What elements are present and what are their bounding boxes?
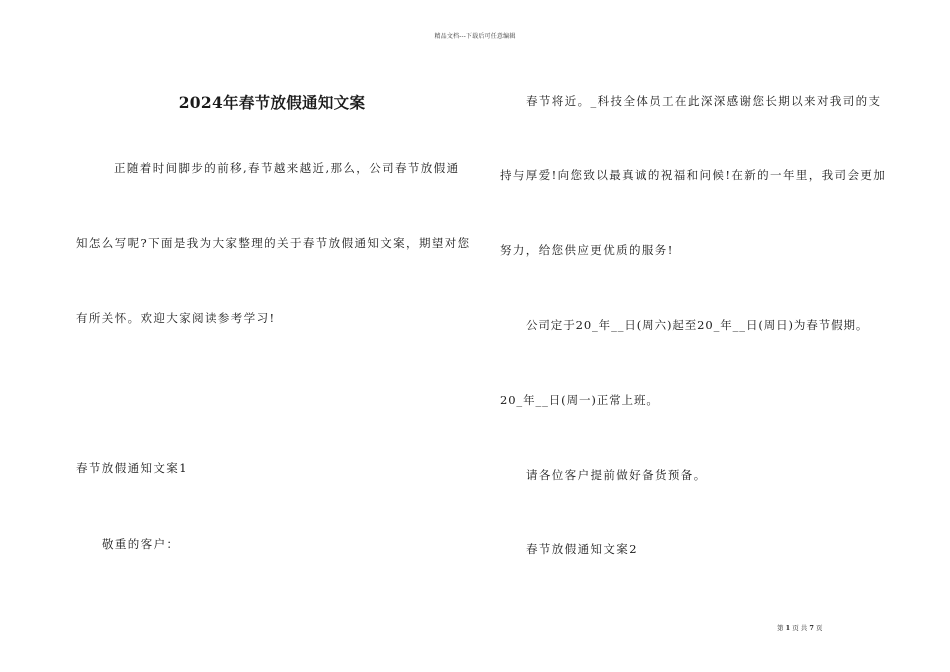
paragraph-line: 请各位客户提前做好备货预备。 [526,468,707,482]
page-prefix: 第 [777,624,784,632]
page-mid: 页 共 [792,624,808,632]
page-suffix: 页 [815,624,823,632]
paragraph-line: 有所关怀。欢迎大家阅读参考学习! [76,311,276,325]
paragraph-line: 努力，给您供应更优质的服务! [500,243,674,257]
page-number [777,623,822,632]
section-heading: 春节放假通知文案1 [76,461,188,475]
paragraph-line: 正随着时间脚步的前移,春节越来越近,那么，公司春节放假通 [114,161,460,175]
page-total: 7 [809,624,814,632]
document-title: 2024年春节放假通知文案 [178,93,366,112]
paragraph-line: 知怎么写呢?下面是我为大家整理的关于春节放假通知文案，期望对您 [76,236,471,250]
paragraph-line: 公司定于20_年__日(周六)起至20_年__日(周日)为春节假期。 [526,318,869,332]
paragraph-line: 春节将近。_科技全体员工在此深深感谢您长期以来对我司的支 [526,94,882,108]
header-note: 精品文档---下载后可任意编辑 [434,33,516,40]
page-current: 1 [785,624,791,632]
paragraph-line: 持与厚爱!向您致以最真诚的祝福和问候!在新的一年里，我司会更加 [500,168,887,182]
paragraph-line: 20_年__日(周一)正常上班。 [500,393,659,407]
salutation: 敬重的客户： [102,537,180,551]
section-heading: 春节放假通知文案2 [526,542,638,556]
